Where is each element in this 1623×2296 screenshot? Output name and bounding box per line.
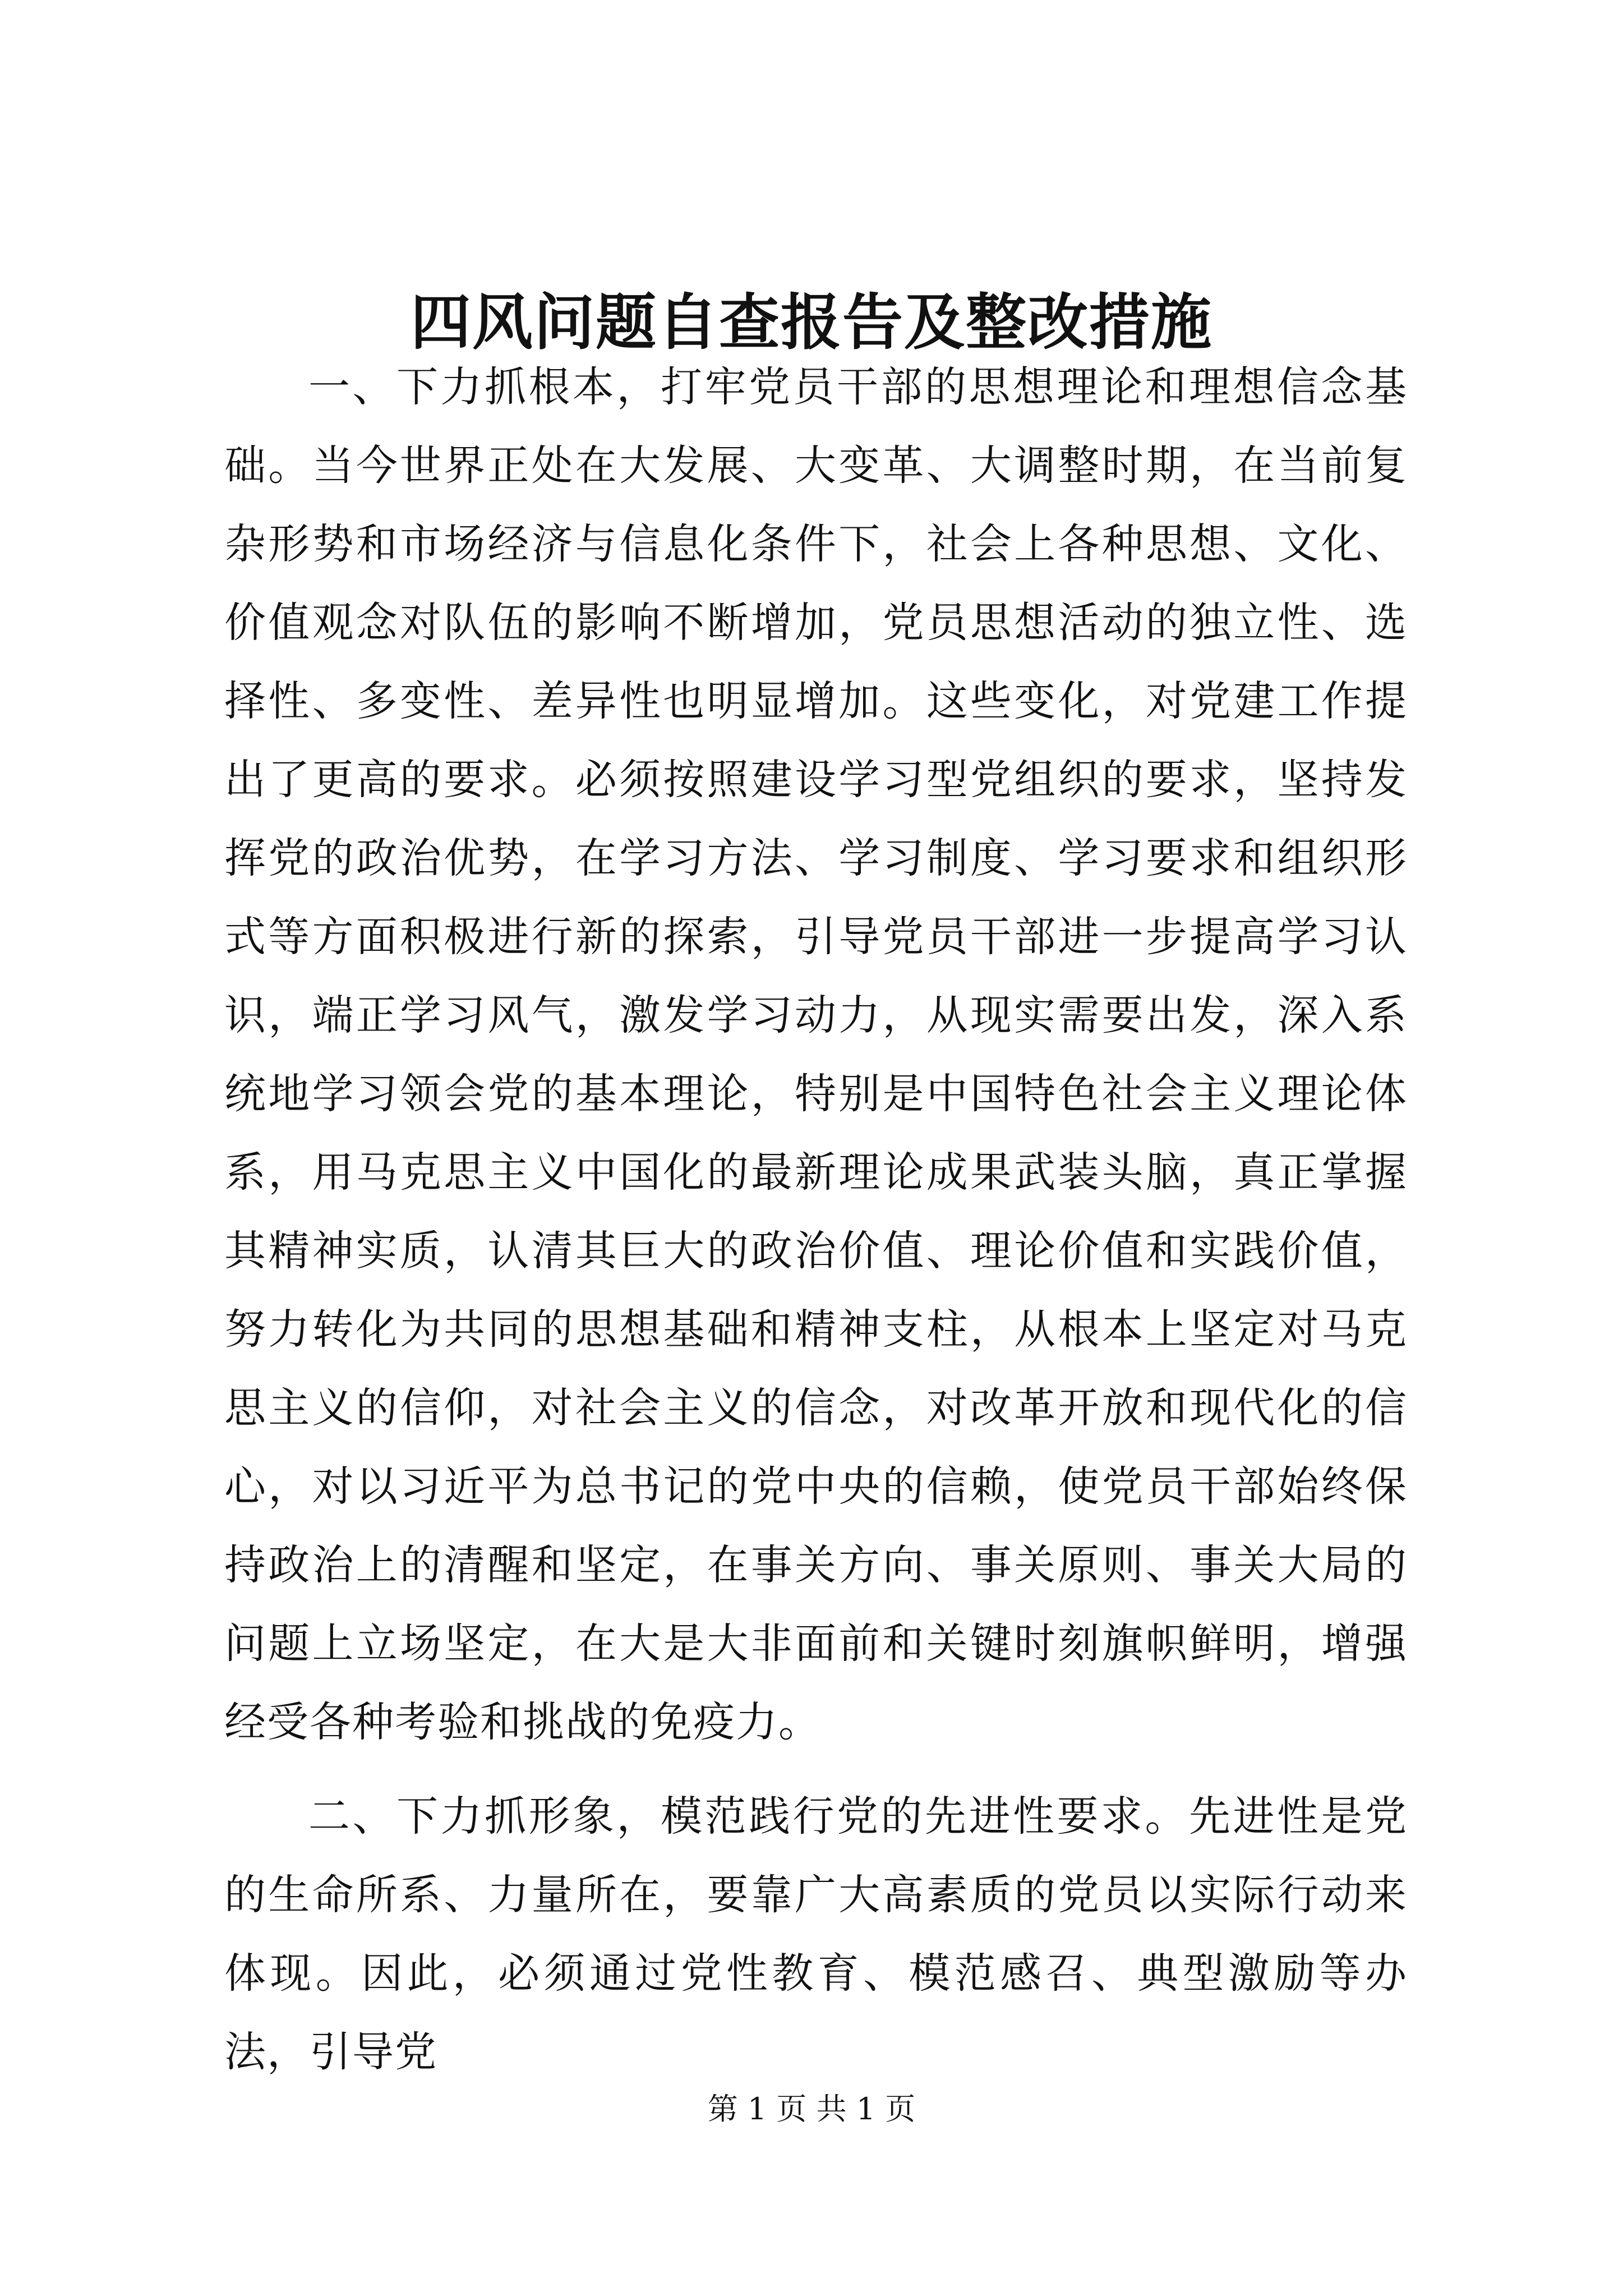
page-footer: 第 1 页 共 1 页 bbox=[707, 2091, 916, 2127]
document-title: 四风问题自查报告及整改措施 bbox=[410, 287, 1212, 358]
paragraph-2: 二、下力抓形象，模范践行党的先进性要求。先进性是党的生命所系、力量所在，要靠广大高素质的党员以实际行动来体现。因此，必须通过党性教育、模范感召、典型激励等办法，引导党 bbox=[224, 1792, 1408, 2076]
paragraph-1: 一、下力抓根本，打牢党员干部的思想理论和理想信念基础。当今世界正处在大发展、大变革、大调整时期，在当前复杂形势和市场经济与信息化条件下，社会上各种思想、文化、价值观念对队伍的影响不断增加，党员思想活动的独立性、选择性、多变性、差异性也明显增加。这些变化，对党建工作提出了更高的要求。必须按照建设学习型党组织的要求，坚持发挥党的政治优势，在学习方法、学习制度、学习要求和组织形式等方面积极进行新的探索，引导党员干部进一步提高学习认识，端正学习风气，激发学习动力，从现实需要出发，深入系统地学习领会党的基本理论，特别是中国特色社会主义理论体系，用马克思主义中国化的最新理论成果武装头脑，真正掌握其精神实质，认清其巨大的政治价值、理论价值和实践价值，努力转化为共同的思想基础和精神支柱，从根本上坚定对马克思主义的信仰，对社会主义的信念，对改革开放和现代化的信心，对以习近平为总书记的党中央的信赖，使党员干部始终保持政治上的清醒和坚定，在事关方向、事关原则、事关大局的问题上立场坚定，在大是大非面前和关键时刻旗帜鲜明，增强经受各种考验和挑战的免疫力。 bbox=[224, 363, 1408, 1746]
document-body bbox=[224, 348, 1408, 2091]
